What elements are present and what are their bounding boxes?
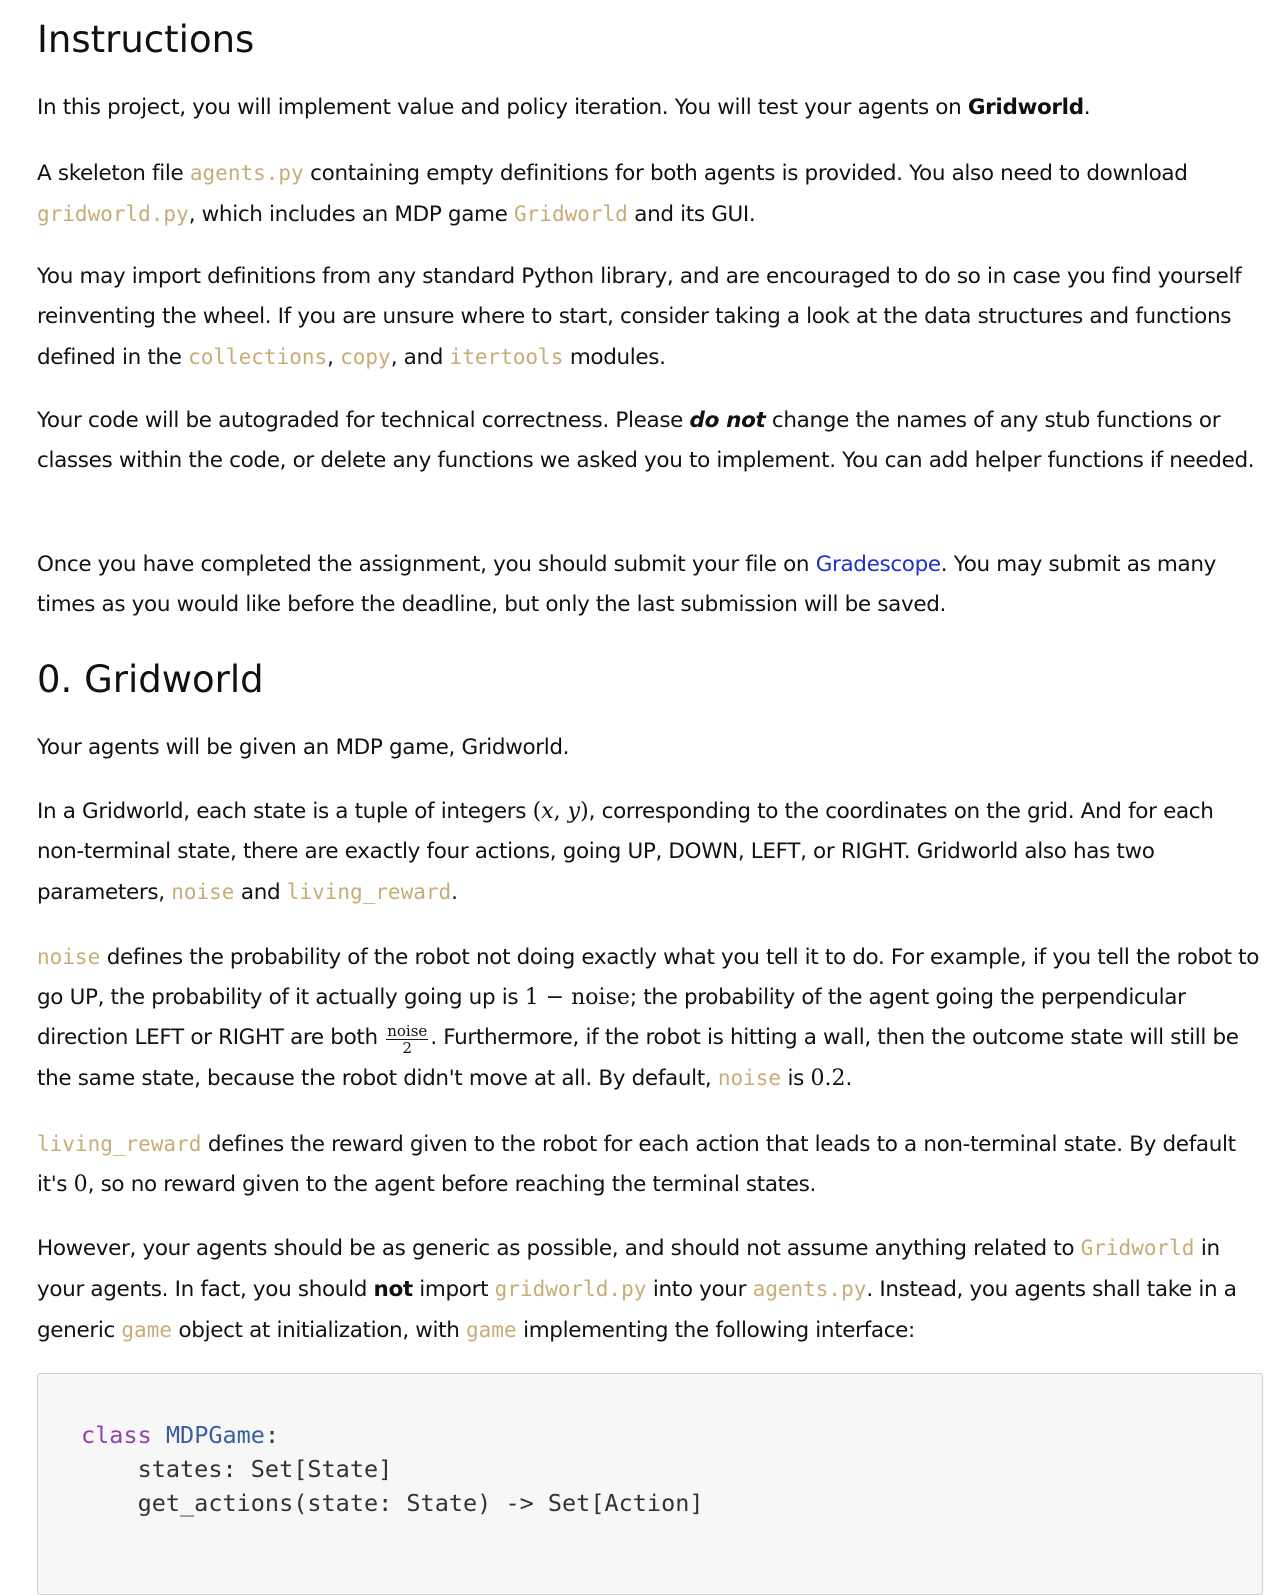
code-collections: collections [188,345,328,369]
code-game: game [466,1318,517,1342]
skeleton-paragraph: A skeleton file agents.py containing empty definitions for both agents is provided. You also need to download gridworld.py, which includes an MDP game Gridworld and its GUI. [37,161,1188,227]
code-copy: copy [340,345,391,369]
code-living-reward: living_reward [37,1132,202,1156]
noise-paragraph: noise defines the probability of the robot not doing exactly what you tell it to do. For example, if you tell the robot to go UP, the probability of it actually going up is 1 − noise; the probability of the agent going the perpendicular direction LEFT or RIGHT are both $\frac{\text{noise}}{2}$ . Furthermore, if the robot is hitting a wall, then the outcome state will still be the same state, because the robot didn't move at all. By default, noise is 0.2. [37,945,1260,1091]
code-block-content: class MDPGame: states: Set[State] get_actions(state: State) -> Set[Action] [81,1421,704,1517]
code-gridworld: Gridworld [514,202,628,226]
gradescope-link[interactable]: Gradescope [815,552,941,577]
state-paragraph: In a Gridworld, each state is a tuple of integers (x, y), corresponding to the coordinates on the grid. And for each non-terminal state, there are exactly four actions, going UP, DOWN, LEFT, or RIGHT. Gridworld also has two parameters, noise and living_reward. [37,799,1214,905]
code-itertools: itertools [449,345,564,369]
code-game: game [121,1318,172,1342]
heading-gridworld: 0. Gridworld [37,658,264,701]
code-noise: noise [37,945,101,969]
code-agents-py: agents.py [752,1277,867,1301]
code-noise: noise [717,1066,782,1090]
code-gridworld-py: gridworld.py [494,1277,647,1301]
autograder-paragraph: Your code will be autograded for technical correctness. Please do not change the names of any stub functions or classes within the code, or delete any functions we asked you to implement. You can add helper functions if needed. [37,408,1255,473]
code-noise: noise [171,880,235,904]
imports-paragraph: You may import definitions from any standard Python library, and are encouraged to do so in case you find yourself reinventing the wheel. If you are unsure where to start, consider taking a look at the data structures and functions defined in the collections, copy, and itertools modules. [37,264,1242,370]
living-reward-paragraph: living_reward defines the reward given to the robot for each action that leads to a non-terminal state. By default it's 0, so no reward given to the agent before reaching the terminal states. [37,1132,1236,1197]
gridworld-intro-paragraph: Your agents will be given an MDP game, Gridworld. [37,735,570,760]
code-block [37,1373,1263,1595]
noise-over-two-fraction: $\frac{\text{noise}}{2}$ [387,1022,428,1057]
xy-math: (x, y) [532,799,589,824]
one-minus-noise-math: 1 − noise [524,985,630,1010]
zero-math: 0 [73,1172,88,1197]
heading-instructions: Instructions [37,18,255,61]
generic-agents-paragraph: However, your agents should be as generic as possible, and should not assume anything related to Gridworld in your agents. In fact, you should not import gridworld.py into your agents.py. Instead, you agents shall take in a generic game object at initialization, with game implementing the following interface: [37,1236,1237,1343]
noise-default-math: 0.2 [810,1066,846,1091]
code-living-reward: living_reward [286,880,452,904]
intro-paragraph: In this project, you will implement value and policy iteration. You will test your agents on Gridworld. [37,95,1091,120]
code-agents-py: agents.py [189,161,304,185]
code-gridworld: Gridworld [1080,1236,1195,1260]
do-not-emphasis: do not [689,408,766,433]
not-bold: not [373,1277,413,1302]
gridworld-bold: Gridworld [967,95,1084,120]
code-gridworld-py: gridworld.py [37,202,189,226]
submission-paragraph: Once you have completed the assignment, you should submit your file on Gradescope. You may submit as many times as you would like before the deadline, but only the last submission will be saved. [37,552,1216,617]
